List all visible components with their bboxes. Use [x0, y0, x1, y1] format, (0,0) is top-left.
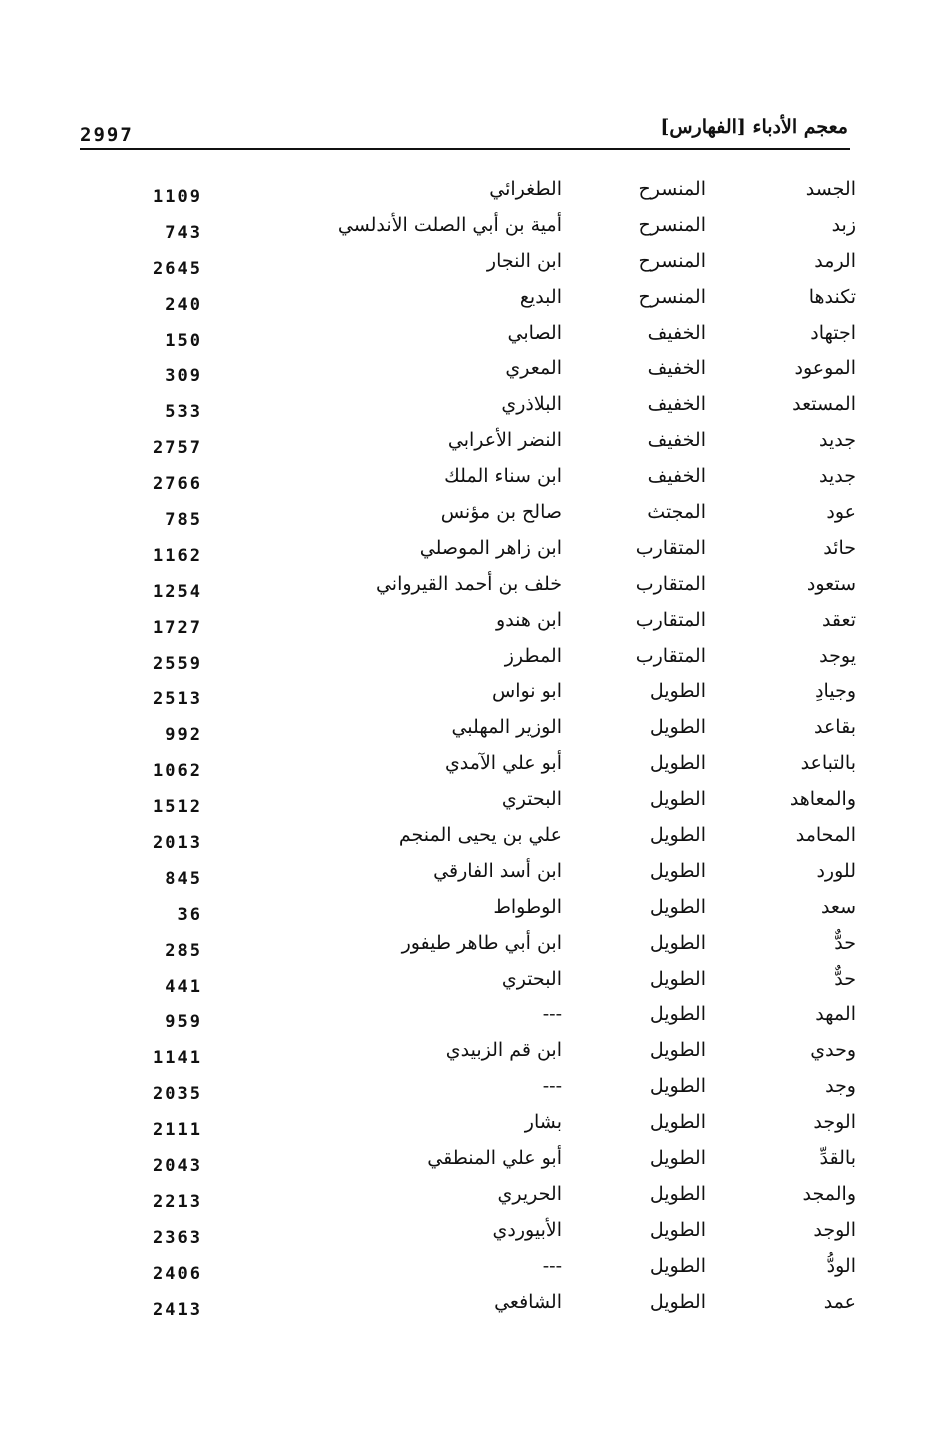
- meter-name: الطويل: [649, 788, 706, 811]
- page-reference: 2213: [153, 1191, 202, 1212]
- meter-name: الطويل: [649, 895, 706, 918]
- rhyme-word: الودُّ: [826, 1254, 856, 1277]
- index-row: [0, 716, 932, 752]
- poet-name: ابن أبي طاهر طيفور: [401, 931, 562, 954]
- meter-name: المتقارب: [635, 608, 706, 631]
- rhyme-word: بقاعد: [814, 716, 856, 739]
- rhyme-word: جديد: [819, 465, 856, 488]
- page-reference: 959: [165, 1012, 202, 1033]
- page-reference: 743: [165, 222, 202, 243]
- meter-name: الطويل: [649, 716, 706, 739]
- rhyme-word: الوجد: [813, 1111, 856, 1134]
- index-row: [0, 322, 932, 358]
- meter-name: المتقارب: [635, 572, 706, 595]
- index-row: [0, 1183, 932, 1219]
- index-row: [0, 645, 932, 681]
- meter-name: الطويل: [649, 1254, 706, 1277]
- poet-name: ابن سناء الملك: [444, 465, 562, 488]
- meter-name: المنسرح: [638, 213, 706, 236]
- poet-name: ابن زاهر الموصلي: [419, 536, 562, 559]
- index-row: [0, 788, 932, 824]
- meter-name: الطويل: [649, 1111, 706, 1134]
- page-reference: 240: [165, 294, 202, 315]
- meter-name: المنسرح: [638, 178, 706, 200]
- index-row: [0, 752, 932, 788]
- meter-name: الخفيف: [647, 357, 706, 380]
- poet-name: صالح بن مؤنس: [440, 501, 562, 524]
- index-row: [0, 1111, 932, 1147]
- page-reference: 533: [165, 402, 202, 423]
- meter-name: الطويل: [649, 1182, 706, 1205]
- rhyme-word: الوجد: [813, 1218, 856, 1241]
- rhyme-word: حدٌّ: [834, 931, 856, 954]
- page-reference: 785: [165, 510, 202, 531]
- meter-name: الطويل: [649, 967, 706, 990]
- meter-name: الطويل: [649, 1218, 706, 1241]
- rhyme-word: تعقد: [821, 608, 856, 631]
- rhyme-word: حائد: [823, 536, 856, 559]
- poet-name: أبو علي الآمدي: [444, 752, 562, 775]
- poet-name: أمية بن أبي الصلت الأندلسي: [337, 213, 562, 236]
- meter-name: الطويل: [649, 752, 706, 775]
- meter-name: المجتث: [647, 501, 706, 524]
- index-row: [0, 824, 932, 860]
- index-row: [0, 286, 932, 322]
- index-row: [0, 1255, 932, 1291]
- index-row: [0, 932, 932, 968]
- meter-name: الطويل: [649, 859, 706, 882]
- rhyme-word: تكندها: [808, 285, 856, 308]
- rhyme-word: سعد: [820, 895, 856, 918]
- rhyme-word: وحدي: [810, 1039, 856, 1062]
- index-row: [0, 393, 932, 429]
- rhyme-word: والمعاهد: [789, 788, 856, 811]
- poet-name: خلف بن أحمد القيرواني: [375, 572, 562, 595]
- meter-name: الطويل: [649, 1290, 706, 1313]
- poet-name: البحتري: [501, 967, 562, 990]
- rhyme-word: حدٌّ: [834, 967, 856, 990]
- meter-name: المتقارب: [635, 644, 706, 667]
- page-reference: 1062: [153, 761, 202, 782]
- rhyme-word: المحامد: [795, 824, 856, 847]
- meter-name: الطويل: [649, 1075, 706, 1098]
- page-reference: 2043: [153, 1156, 202, 1177]
- rhyme-word: عود: [826, 501, 856, 524]
- meter-name: الطويل: [649, 824, 706, 847]
- index-row: [0, 357, 932, 393]
- meter-name: الطويل: [649, 680, 706, 703]
- page-reference: 2513: [153, 689, 202, 710]
- index-row: [0, 1291, 932, 1327]
- rhyme-word: الجسد: [805, 178, 856, 200]
- page-reference: 1162: [153, 545, 202, 566]
- page-reference: 2013: [153, 833, 202, 854]
- poet-name: ---: [542, 1075, 562, 1098]
- header-rule: [80, 148, 850, 150]
- rhyme-word: وجد: [825, 1075, 856, 1098]
- index-row: [0, 680, 932, 716]
- page-reference: 1254: [153, 581, 202, 602]
- rhyme-word: زبد: [831, 213, 856, 236]
- poet-name: الحريري: [497, 1182, 562, 1205]
- poet-name: ---: [542, 1003, 562, 1026]
- rhyme-word: ستعود: [806, 572, 856, 595]
- index-row: [0, 429, 932, 465]
- page-reference: 309: [165, 366, 202, 387]
- index-row: [0, 609, 932, 645]
- rhyme-word: للورد: [816, 859, 856, 882]
- meter-name: الطويل: [649, 1003, 706, 1026]
- index-row: [0, 537, 932, 573]
- page-reference: 2035: [153, 1084, 202, 1105]
- index-row: [0, 250, 932, 286]
- index-row: [0, 860, 932, 896]
- index-row: [0, 1003, 932, 1039]
- poet-name: الوطواط: [493, 895, 562, 918]
- poet-name: البلاذري: [501, 393, 562, 416]
- page-reference: 1727: [153, 617, 202, 638]
- page-reference: 2363: [153, 1227, 202, 1248]
- meter-name: المتقارب: [635, 536, 706, 559]
- index-row: [0, 214, 932, 250]
- index-row: [0, 1219, 932, 1255]
- page-reference: 285: [165, 940, 202, 961]
- poet-name: ابن هندو: [496, 608, 562, 631]
- poet-name: ابو نواس: [492, 680, 562, 703]
- running-header-title: معجم الأدباء [الفهارس]: [660, 116, 848, 138]
- meter-name: الخفيف: [647, 429, 706, 452]
- page-reference: 150: [165, 330, 202, 351]
- poet-name: البديع: [519, 285, 562, 308]
- page-reference: 2645: [153, 258, 202, 279]
- rhyme-word: عمد: [823, 1290, 856, 1313]
- page-reference: 2413: [153, 1299, 202, 1320]
- page-reference: 2757: [153, 438, 202, 459]
- rhyme-word: الموعود: [794, 357, 856, 380]
- rhyme-word: يوجد: [819, 644, 856, 667]
- meter-name: الطويل: [649, 1039, 706, 1062]
- rhyme-word: وجيادِ: [815, 680, 856, 703]
- page-reference: 36: [177, 904, 202, 925]
- index-row: [0, 1039, 932, 1075]
- page-reference: 1109: [153, 187, 202, 207]
- poet-name: علي بن يحيى المنجم: [398, 824, 562, 847]
- index-row: [0, 501, 932, 537]
- meter-name: الخفيف: [647, 321, 706, 344]
- meter-name: المنسرح: [638, 285, 706, 308]
- page-reference: 1512: [153, 797, 202, 818]
- rhyme-word: جديد: [819, 429, 856, 452]
- poet-name: بشار: [524, 1111, 562, 1134]
- page-reference: 2406: [153, 1263, 202, 1284]
- meter-name: الطويل: [649, 931, 706, 954]
- meter-name: الخفيف: [647, 465, 706, 488]
- meter-name: الخفيف: [647, 393, 706, 416]
- meter-name: الطويل: [649, 1147, 706, 1170]
- poet-name: المعري: [505, 357, 562, 380]
- poet-name: النضر الأعرابي: [447, 429, 562, 452]
- rhyme-word: بالقدِّ: [819, 1147, 856, 1170]
- page-reference: 2111: [153, 1120, 202, 1141]
- poet-name: الوزير المهلبي: [451, 716, 562, 739]
- poet-name: ابن قم الزبيدي: [445, 1039, 562, 1062]
- rhyme-word: اجتهاد: [810, 321, 856, 344]
- rhyme-index-list: [0, 178, 932, 1327]
- poet-name: المطرز: [504, 644, 562, 667]
- index-row: [0, 573, 932, 609]
- page-reference: 1141: [153, 1048, 202, 1069]
- poet-name: أبو علي المنطقي: [427, 1147, 562, 1170]
- poet-name: ابن النجار: [486, 249, 562, 272]
- page-reference: 2559: [153, 653, 202, 674]
- poet-name: البحتري: [501, 788, 562, 811]
- index-row: [0, 178, 932, 214]
- meter-name: المنسرح: [638, 249, 706, 272]
- poet-name: الأبيوردي: [492, 1218, 562, 1241]
- index-row: [0, 1147, 932, 1183]
- rhyme-word: المستعد: [792, 393, 856, 416]
- page-reference: 2766: [153, 474, 202, 495]
- page-reference: 845: [165, 868, 202, 889]
- index-row: [0, 968, 932, 1004]
- index-row: [0, 896, 932, 932]
- poet-name: ابن أسد الفارقي: [433, 859, 562, 882]
- poet-name: ---: [542, 1254, 562, 1277]
- poet-name: الصابي: [507, 321, 562, 344]
- rhyme-word: الرمد: [814, 249, 856, 272]
- poet-name: الطغرائي: [489, 178, 562, 200]
- page-reference: 441: [165, 976, 202, 997]
- poet-name: الشافعي: [494, 1290, 562, 1313]
- rhyme-word: والمجد: [802, 1182, 856, 1205]
- rhyme-word: المهد: [815, 1003, 856, 1026]
- page-number: 2997: [80, 124, 134, 146]
- rhyme-word: بالتباعد: [800, 752, 856, 775]
- page-reference: 992: [165, 725, 202, 746]
- index-row: [0, 1075, 932, 1111]
- index-row: [0, 465, 932, 501]
